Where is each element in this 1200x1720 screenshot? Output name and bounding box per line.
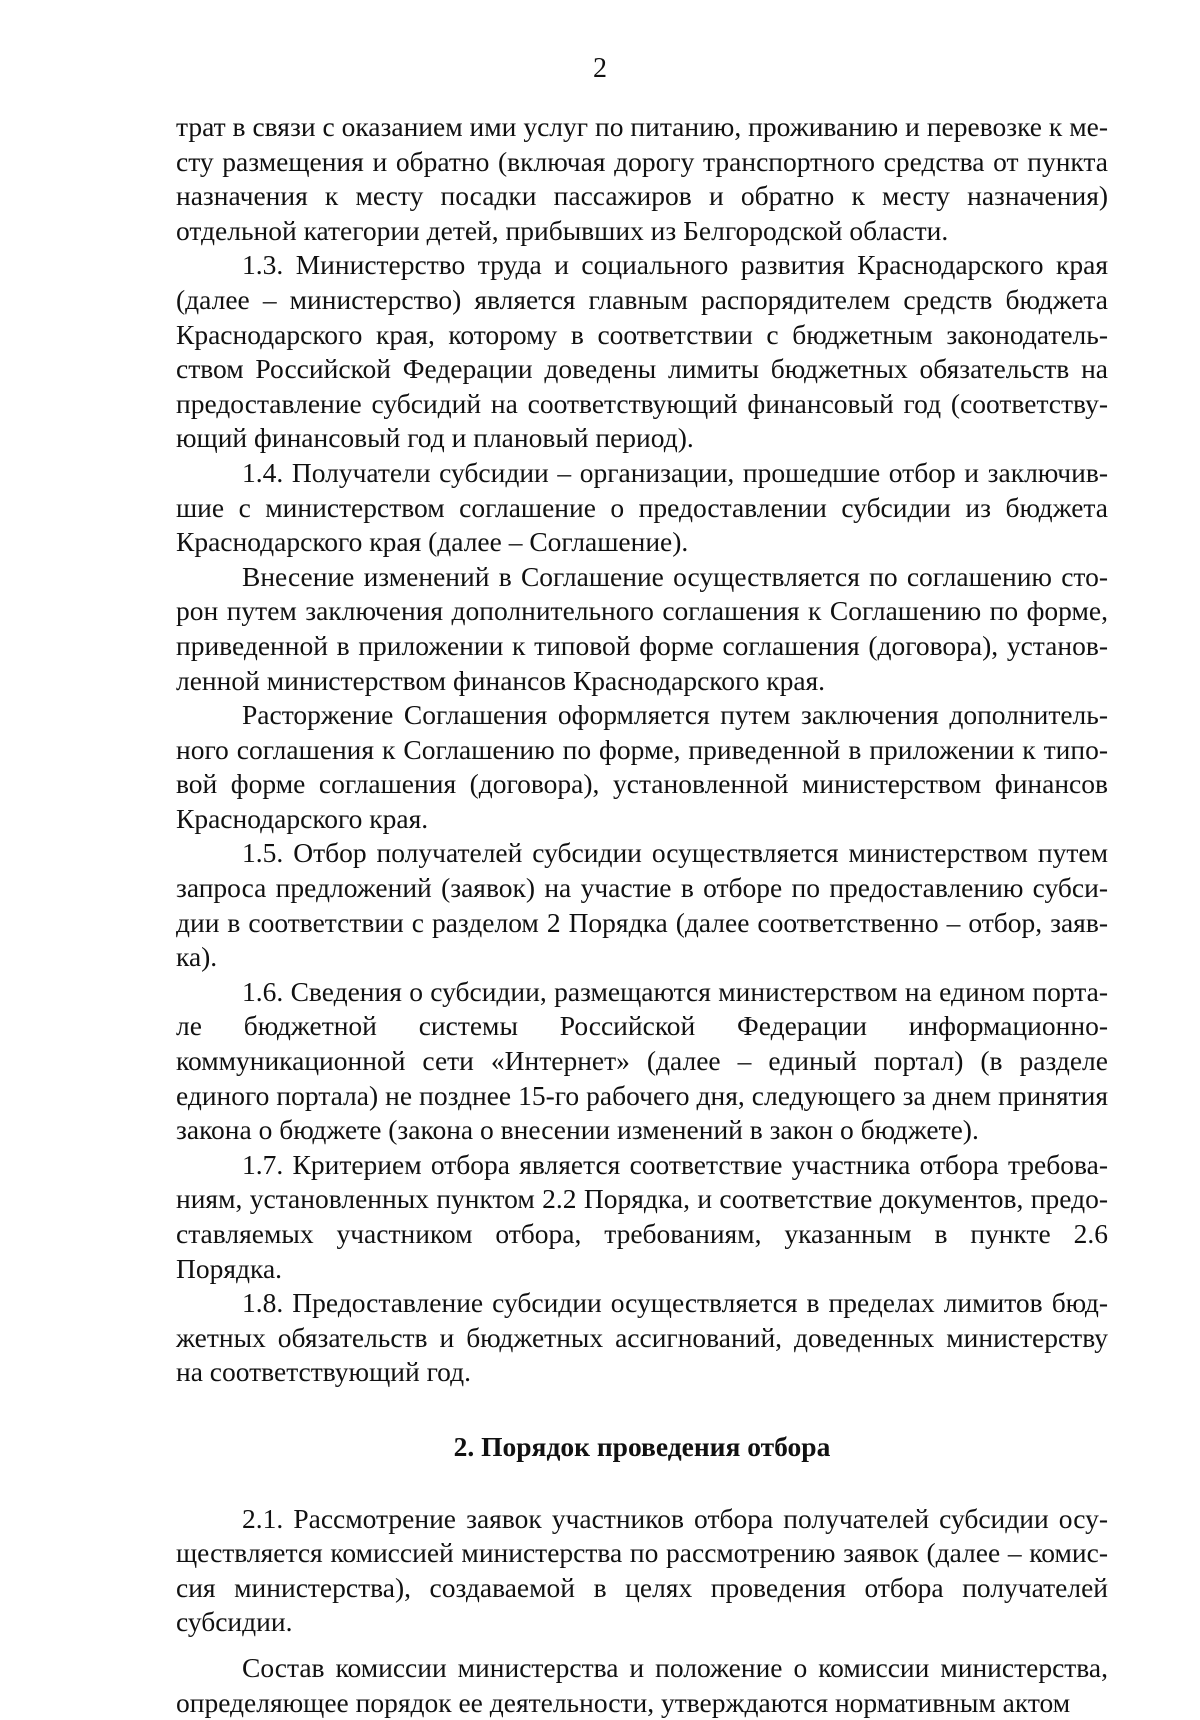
paragraph: 1.5. Отбор получателей субсидии осуществляется министерством путем запроса предложений (заявок) на участие в отборе по предоставлению субсидии в соответствии с разделом 2 Порядка (далее соответственно – отбор, заявка). <box>176 837 1108 973</box>
paragraph: 2.1. Рассмотрение заявок участников отбора получателей субсидии осуществляется комиссией министерства по рассмотрению заявок (далее – комиссия министерства), создаваемой в целях проведения отбора получателей субсидии. <box>176 1502 1108 1638</box>
paragraph: трат в связи с оказанием ими услуг по питанию, проживанию и перевозке к месту размещения и обратно (включая дорогу транспортного средства от пункта назначения к месту посадки пассажиров и обратно к месту назначения) отдельной категории детей, прибывших из Белгородской области. <box>176 111 1108 246</box>
paragraph: Внесение изменений в Соглашение осуществляется по соглашению сторон путем заключения дополнительного соглашения к Соглашению по форме, приведенной в приложении к типовой форме соглашения (договора), установленной министерством финансов Краснодарского края. <box>176 560 1108 696</box>
paragraph: 1.8. Предоставление субсидии осуществляется в пределах лимитов бюджетных обязательств и бюджетных ассигнований, доведенных министерству на соответствующий год. <box>176 1287 1108 1388</box>
page-number: 2 <box>593 53 607 84</box>
paragraph: 1.3. Министерство труда и социального развития Краснодарского края (далее – министерство) является главным распорядителем средств бюджета Краснодарского края, которому в соответствии с бюджетным законодательством Российской Федерации доведены лимиты бюджетных обязательств на предоставление субсидий на соответствующий финансовый год (соответствующий финансовый год и плановый период). <box>176 249 1108 454</box>
paragraph: Расторжение Соглашения оформляется путем заключения дополнительного соглашения к Соглашению по форме, приведенной в приложении к типовой форме соглашения (договора), установленной министерством финансов Краснодарского края. <box>176 699 1108 834</box>
section-heading: 2. Порядок проведения отбора <box>453 1430 831 1462</box>
paragraph: Состав комиссии министерства и положение о комиссии министерства, определяющее порядок ее деятельности, утверждаются нормативным актом <box>176 1651 1108 1718</box>
document-body <box>176 110 1108 1720</box>
paragraph: 1.6. Сведения о субсидии, размещаются министерством на едином портале бюджетной системы Российской Федерации информационно-коммуникационной сети «Интернет» (далее – единый портал) (в разделе единого портала) не позднее 15-го рабочего дня, следующего за днем принятия закона о бюджете (закона о внесении изменений в закон о бюджете). <box>176 975 1108 1146</box>
paragraph: 1.4. Получатели субсидии – организации, прошедшие отбор и заключившие с министерством соглашение о предоставлении субсидии из бюджета Краснодарского края (далее – Соглашение). <box>176 456 1108 558</box>
paragraph: 1.7. Критерием отбора является соответствие участника отбора требованиям, установленных пунктом 2.2 Порядка, и соответствие документов, предоставляемых участником отбора, требованиям, указанным в пункте 2.6 Порядка. <box>176 1148 1108 1284</box>
